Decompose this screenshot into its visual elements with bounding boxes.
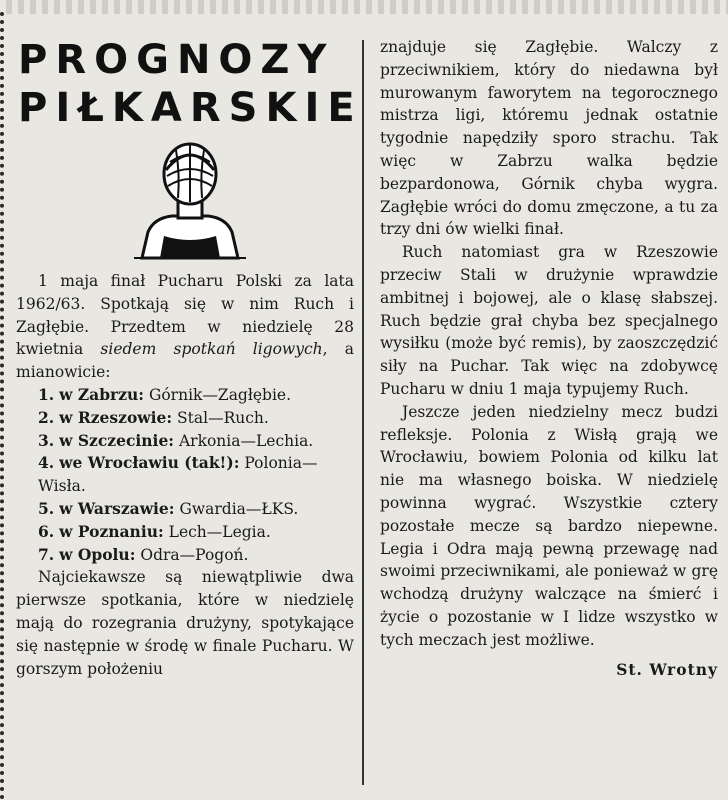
author-portrait-illustration <box>120 140 260 260</box>
fixture-match: Lech—Legia. <box>168 522 271 541</box>
fixture-city: we Wrocławiu (tak!): <box>59 453 240 473</box>
fixture-number: 3. <box>38 430 55 450</box>
intro-italic: siedem spotkań ligowych <box>100 340 323 359</box>
headline-line-1: PROGNOZY <box>18 37 335 83</box>
headline-line-2: PIŁKARSKIE <box>18 85 363 131</box>
top-border <box>0 0 728 14</box>
fixture-number: 7. <box>38 544 55 564</box>
fixture-city: w Rzeszowie: <box>59 407 173 427</box>
fixture-number: 6. <box>38 521 55 541</box>
fixture-match: Polonia—Wisła. <box>38 454 318 496</box>
left-dotted-border <box>0 12 4 800</box>
fixture-number: 1. <box>38 384 55 404</box>
fixture-city: w Zabrzu: <box>59 384 145 404</box>
fixture-match: Arkonia—Lechia. <box>178 431 314 450</box>
fixture-match: Gwardia—ŁKS. <box>179 499 299 518</box>
fixture-city: w Szczecinie: <box>59 430 175 450</box>
left-column <box>16 36 363 680</box>
fixture-city: w Warszawie: <box>59 498 175 518</box>
right-paragraph-3: Jeszcze jeden niedzielny mecz budzi refleksje. Polonia z Wisłą grają we Wrocławiu, bowiem Polonia od kilku lat nie ma własnego boiska. W niedzielę powinna wygrać. Wszystkie cztery pozostałe mecze są bardzo niepewne. Legia i Odra mają pewną przewagę nad swoimi przeciwnikami, ale ponieważ w grę wchodzą drużyny walczące na śmierć i życie o pozostanie w I lidze wszystko w tych meczach jest możliwe. <box>380 402 718 649</box>
fixture-city: w Opolu: <box>59 544 136 564</box>
fixture-number: 5. <box>38 498 55 518</box>
right-paragraph-2: Ruch natomiast gra w Rzeszowie przeciw Stali w drużynie wprawdzie ambitnej i bojowej, ale o klasę słabszej. Ruch będzie grał chyba bez specjalnego wysiłku (może być remis), by zaoszczędzić siły na Puchar. Tak więc na zdobywcę Pucharu w dniu 1 maja typujemy Ruch. <box>380 243 718 398</box>
fixture-3 <box>16 430 354 453</box>
fixture-number: 2. <box>38 407 55 427</box>
fixture-5 <box>16 498 354 521</box>
intro-text-b: , a mianowicie: <box>16 340 354 382</box>
fixture-match: Górnik—Zagłębie. <box>148 385 292 404</box>
author-signature: St. Wrotny <box>616 659 718 679</box>
left-body-paragraph: Najciekawsze są niewątpliwie dwa pierwsze spotkania, które w niedzielę mają do rozegrania drużyny, spotykające się następnie w środę w finale Pucharu. W gorszym położeniu <box>16 568 354 678</box>
intro-paragraph <box>16 270 354 384</box>
fixture-7 <box>16 544 354 567</box>
column-divider <box>362 40 364 785</box>
fixture-city: w Poznaniu: <box>59 521 164 541</box>
right-paragraph-1: znajduje się Zagłębie. Walczy z przeciwnikiem, który do niedawna był murowanym faworytem na tegorocznego mistrza ligi, któremu jednak ostatnie tygodnie napędziły sporo strachu. Tak więc w Zabrzu walka będzie bezpardonowa, Górnik chyba wygra. Zagłębie wróci do domu zmęczone, a tu za trzy dni ów wielki finał. <box>380 38 718 239</box>
fixture-2 <box>16 407 354 430</box>
headline <box>18 36 363 132</box>
right-column <box>380 36 718 679</box>
fixture-1 <box>16 384 354 407</box>
intro-text-a: 1 maja finał Pucharu Polski za lata 1962/63. Spotkają się w nim Ruch i Zagłębie. Przedtem w niedzielę 28 kwietnia <box>16 272 354 359</box>
fixture-match: Stal—Ruch. <box>177 408 269 427</box>
fixture-4 <box>16 452 354 498</box>
fixture-number: 4. <box>38 453 55 473</box>
fixture-6 <box>16 521 354 544</box>
fixture-match: Odra—Pogoń. <box>140 545 249 564</box>
